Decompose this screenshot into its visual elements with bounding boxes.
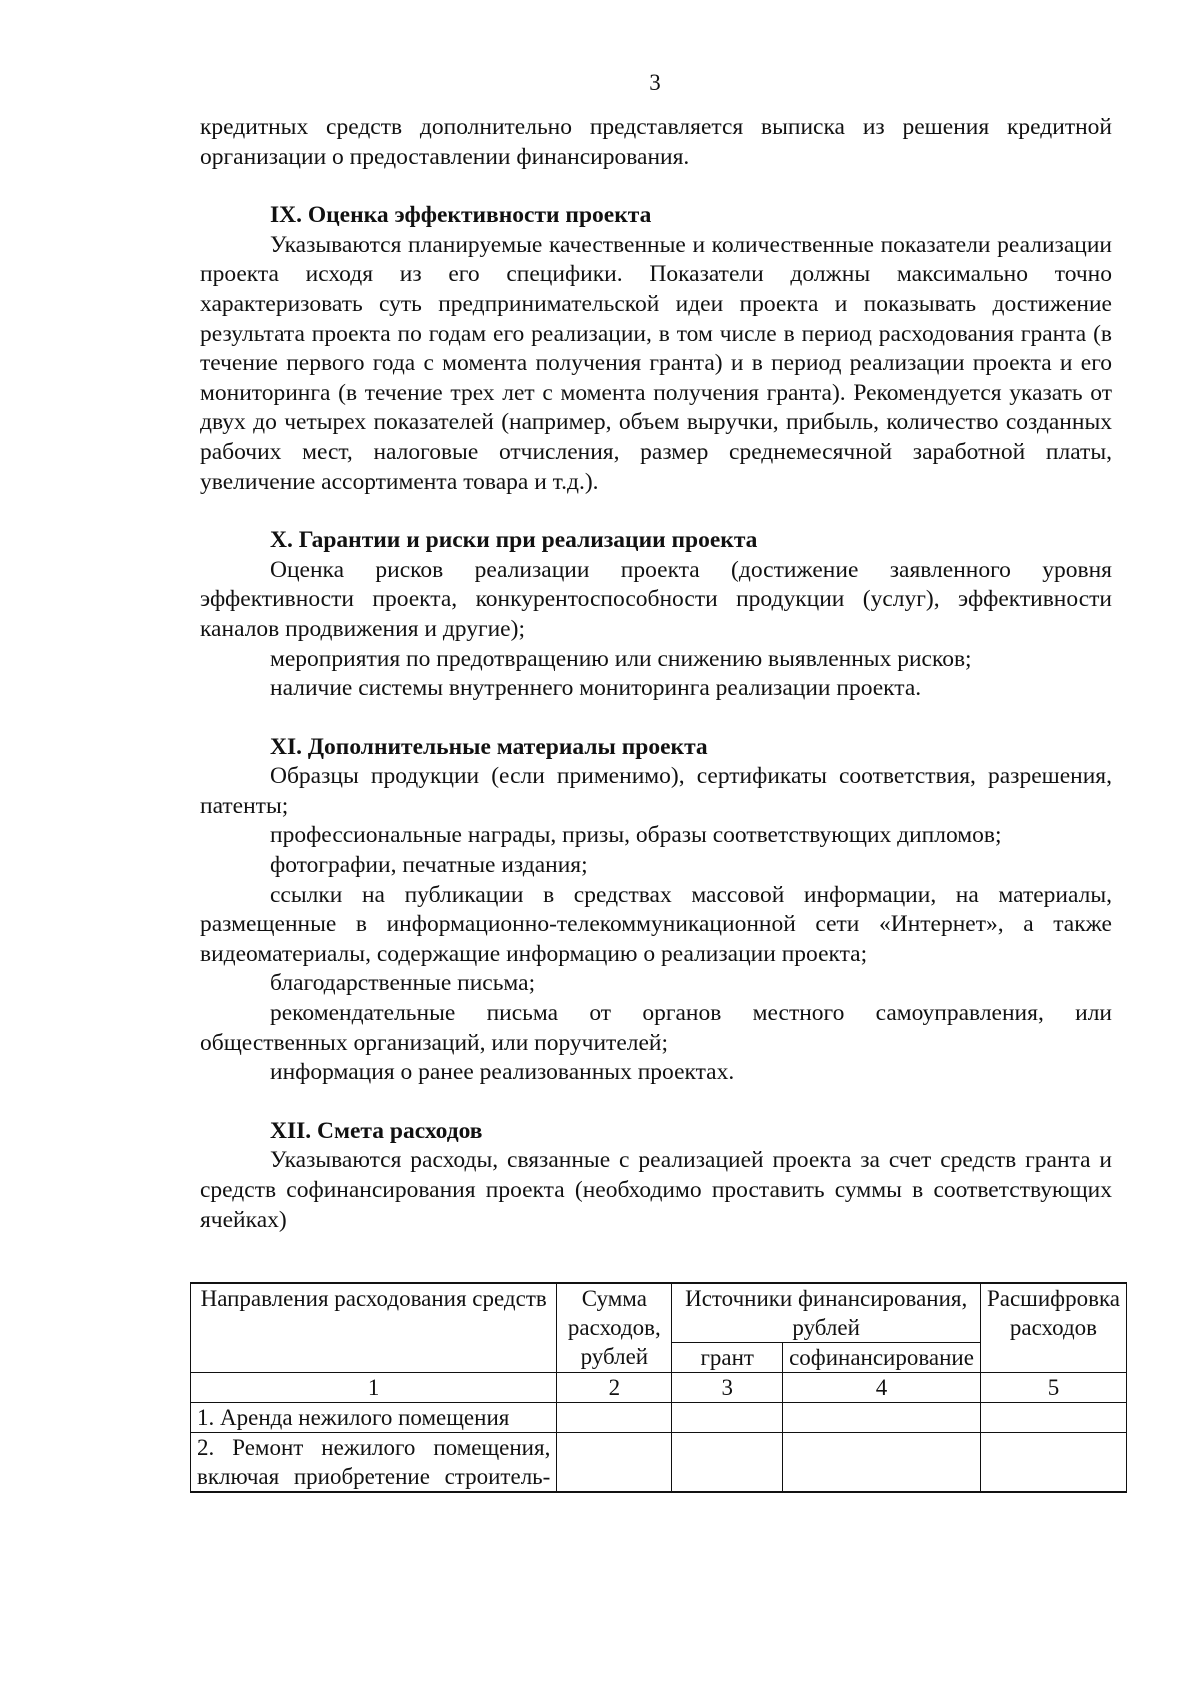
column-number: 3 [672,1373,783,1403]
section-paragraph: мероприятия по предотвращению или снижению выявленных рисков; [270,645,972,672]
row-label: 1. Аренда нежилого помещения [191,1403,557,1433]
section-heading-xii: XII. Смета расходов [270,1117,483,1144]
header-cofinancing: софинансирование [783,1343,981,1373]
sum-cell [557,1433,672,1493]
breakdown-cell [980,1433,1126,1493]
header-grant: грант [672,1343,783,1373]
section-heading-ix: IX. Оценка эффективности проекта [270,202,652,229]
grant-cell [672,1433,783,1493]
cofinancing-cell [783,1403,981,1433]
expense-estimate-table [190,1282,1127,1493]
section-paragraph: Оценка рисков реализации проекта (достижение заявленного уровня эффективности проекта, конкурентоспособности продукции (услуг), эффективности каналов продвижения и другие); [200,556,1112,642]
column-number: 1 [191,1373,557,1403]
table-row [191,1403,1127,1433]
section-paragraph: профессиональные награды, призы, образы соответствующих дипломов; [270,822,1002,849]
section-heading-x: X. Гарантии и риски при реализации проекта [270,527,758,554]
header-direction: Направления расходования средств [191,1283,557,1373]
column-number: 4 [783,1373,981,1403]
header-sum: Сумма расходов, рублей [557,1283,672,1373]
column-number: 2 [557,1373,672,1403]
table-row [191,1433,1127,1493]
header-breakdown: Расшифровка расходов [980,1283,1126,1373]
sum-cell [557,1403,672,1433]
section-heading-xi: XI. Дополнительные материалы проекта [270,733,708,760]
row-label: 2. Ремонт нежилого помещения, включая приобретение строитель- [191,1433,557,1493]
column-number: 5 [980,1373,1126,1403]
section-paragraph: Указываются расходы, связанные с реализацией проекта за счет средств гранта и средств софинансирования проекта (необходимо проставить суммы в соответствующих ячейках) [200,1147,1112,1233]
section-paragraph: благодарственные письма; [270,970,536,997]
section-paragraph: рекомендательные письма от органов местного самоуправления, или общественных организаций, или поручителей; [200,1000,1112,1056]
header-sources: Источники финансирования, рублей [672,1283,981,1343]
document-body [200,113,1112,1235]
grant-cell [672,1403,783,1433]
intro-paragraph: кредитных средств дополнительно представляется выписка из решения кредитной организации о предоставлении финансирования. [200,114,1112,170]
section-paragraph: наличие системы внутреннего мониторинга реализации проекта. [270,675,922,702]
section-paragraph: фотографии, печатные издания; [270,852,588,879]
section-paragraph: ссылки на публикации в средствах массовой информации, на материалы, размещенные в информационно-телекоммуникационной сети «Интернет», а также видеоматериалы, содержащие информацию о реализации проекта; [200,881,1112,967]
section-paragraph: Образцы продукции (если применимо), сертификаты соответствия, разрешения, патенты; [200,763,1112,819]
cofinancing-cell [783,1433,981,1493]
section-paragraph: Указываются планируемые качественные и количественные показатели реализации проекта исходя из его специфики. Показатели должны максимально точно характеризовать суть предпринимательской идеи проекта и показывать достижение результата проекта по годам его реализации, в том числе в период расходования гранта (в течение первого года с момента получения гранта) и в период реализации проекта и его мониторинга (в течение трех лет с момента получения гранта). Рекомендуется указать от двух до четырех показателей (например, объем выручки, прибыль, количество созданных рабочих мест, налоговые отчисления, размер среднемесячной заработной платы, увеличение ассортимента товара и т.д.). [200,231,1112,495]
section-paragraph: информация о ранее реализованных проектах. [270,1059,735,1086]
breakdown-cell [980,1403,1126,1433]
page-number: 3 [649,70,661,95]
